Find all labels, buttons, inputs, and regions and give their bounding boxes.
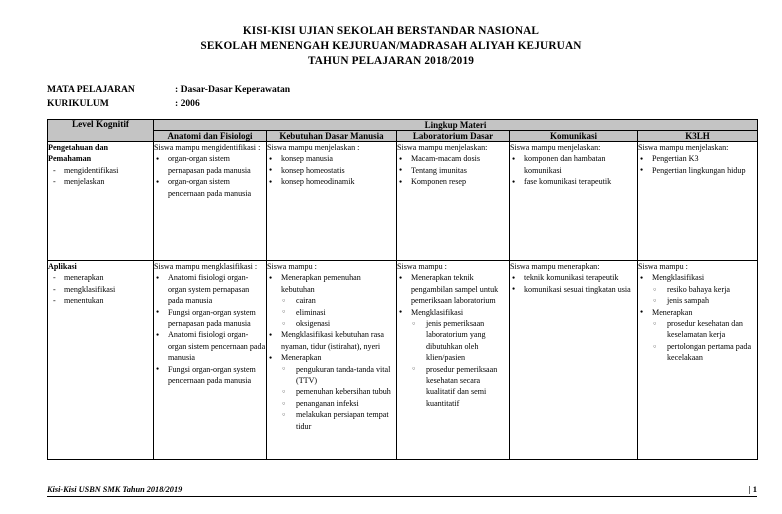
page-footer <box>47 484 757 497</box>
list-item <box>638 307 757 364</box>
list-item: - menentukan <box>48 295 153 306</box>
table-header-row-1 <box>48 120 758 131</box>
list-item <box>638 272 757 306</box>
document-title-block <box>0 0 782 69</box>
list-item-text: ● Macam-macam dosis <box>411 154 480 164</box>
cell-lead: Siswa mampu mengklasifikasi : <box>154 262 258 271</box>
header-col-kebutuhan-dasar-manusia: Kebutuhan Dasar Manusia <box>267 131 397 142</box>
cell-lead: Siswa mampu mengidentifikasi : <box>154 143 261 152</box>
list-item-text: ● komunikasi sesuai tingkatan usia <box>524 284 631 294</box>
list-item: - menerapkan <box>48 272 153 283</box>
cell-lead: Siswa mampu menjelaskan: <box>510 143 601 152</box>
table-body <box>48 142 758 460</box>
meta-value-mata-pelajaran: : Dasar-Dasar Keperawatan <box>175 84 291 95</box>
sub-list <box>281 364 396 432</box>
list-item-text: ● organ-organ sistem pencernaan pada manusia <box>168 177 252 198</box>
meta-label-mata-pelajaran: MATA PELAJARAN <box>47 84 135 95</box>
cell-lead: Siswa mampu : <box>267 262 317 271</box>
sub-list <box>652 284 757 307</box>
cell-kebutuhan-row1 <box>267 142 397 261</box>
list-item-text: ● Pengertian K3 <box>652 154 699 164</box>
sub-list <box>411 318 509 409</box>
sub-list-item: ○ melakukan persiapan tempat tidur <box>281 409 396 432</box>
level-item-list <box>48 165 153 188</box>
sub-list-item: ○ prosedur pemeriksaan kesehatan secara kualitatif dan semi kuantitatif <box>411 364 509 410</box>
list-item-text: ● komponen dan hambatan komunikasi <box>524 154 606 175</box>
list-item-text: ● Mengklasifikasi <box>652 273 705 283</box>
sub-list-item: ○ pengukuran tanda-tanda vital (TTV) <box>281 364 396 387</box>
list-item-text: ● Pengertian lingkungan hidup <box>652 165 746 175</box>
level-item-list <box>48 272 153 306</box>
list-item <box>267 272 396 329</box>
cell-kebutuhan-row2 <box>267 261 397 460</box>
title-line-3: TAHUN PELAJARAN 2018/2019 <box>307 55 475 67</box>
sub-list-item: ○ eliminasi <box>281 307 396 318</box>
list-item <box>267 329 396 352</box>
meta-label-kurikulum: KURIKULUM <box>47 97 109 109</box>
list-item-text: ● Fungsi organ-organ system pencernaan pada manusia <box>168 364 256 386</box>
list-item-text: ● Menerapkan teknik pengambilan sampel untuk pemeriksaan laboratorium <box>411 273 499 306</box>
list-item <box>510 272 637 283</box>
list-item-text: ● Mengklasifikasi <box>411 307 464 317</box>
list-item <box>267 176 396 187</box>
table-header <box>48 120 758 142</box>
cell-komunikasi-row1 <box>510 142 638 261</box>
list-item <box>397 153 509 164</box>
bullet-list <box>397 272 509 409</box>
header-lingkup-materi: Lingkup Materi <box>154 120 758 131</box>
cell-laboratorium-row2 <box>397 261 510 460</box>
sub-list-item: ○ prosedur kesehatan dan keselamatan kerja <box>652 318 757 341</box>
cell-lead: Siswa mampu menerapkan: <box>510 262 600 271</box>
cell-k3lh-row2 <box>638 261 758 460</box>
bullet-list <box>154 153 266 199</box>
sub-list <box>281 295 396 329</box>
meta-row-kurikulum <box>47 97 782 111</box>
list-item-text: ● Anatomi fisiologi organ-organ system pernapasan pada manusia <box>168 273 250 306</box>
sub-list-item: ○ pertolongan pertama pada kecelakaan <box>652 341 757 364</box>
list-item: - mengklasifikasi <box>48 284 153 295</box>
cell-lead: Siswa mampu menjelaskan: <box>397 143 488 152</box>
header-col-k3lh: K3LH <box>638 131 758 142</box>
header-level-kognitif: Level Kognitif <box>48 120 154 142</box>
sub-list-item: ○ jenis sampah <box>652 295 757 306</box>
list-item-text: ● Menerapkan <box>652 307 693 317</box>
list-item <box>638 153 757 164</box>
cell-lead: Siswa mampu : <box>397 262 447 271</box>
kisi-kisi-table-wrap <box>0 119 782 460</box>
list-item <box>397 272 509 306</box>
sub-list-item: ○ jenis pemeriksaan laboratorium yang dibutuhkan oleh klien/pasien <box>411 318 509 364</box>
cell-laboratorium-row1 <box>397 142 510 261</box>
bullet-list <box>638 153 757 176</box>
sub-list-item: ○ resiko bahaya kerja <box>652 284 757 295</box>
bullet-list <box>510 272 637 295</box>
footer-text: Kisi-Kisi USBN SMK Tahun 2018/2019 <box>47 485 183 494</box>
list-item <box>154 329 266 363</box>
kisi-kisi-table <box>47 119 758 460</box>
list-item-text: ● Fungsi organ-organ system pernapasan pada manusia <box>168 307 256 329</box>
list-item <box>267 352 396 432</box>
list-item-text: ● Menerapkan pemenuhan kebutuhan <box>281 273 361 294</box>
list-item-text: ● Anatomi fisiologi organ-organ sistem pencernaan pada manusia <box>168 330 266 363</box>
table-header-row-2 <box>48 131 758 142</box>
meta-row-mata-pelajaran <box>47 83 782 97</box>
list-item <box>397 176 509 187</box>
bullet-list <box>154 272 266 386</box>
list-item <box>154 176 266 199</box>
bullet-list <box>267 153 396 187</box>
cell-lead: Siswa mampu : <box>638 262 688 271</box>
table-row <box>48 261 758 460</box>
cell-k3lh-row1 <box>638 142 758 261</box>
list-item-text: ● fase komunikasi terapeutik <box>524 177 612 187</box>
cell-level-pengetahuan <box>48 142 154 261</box>
header-col-komunikasi: Komunikasi <box>510 131 638 142</box>
footer-page-number: | 1 <box>748 484 757 494</box>
list-item-text: ● Mengklasifikasi kebutuhan rasa nyaman, tidur (istirahat), nyeri <box>281 330 384 351</box>
list-item <box>267 165 396 176</box>
bullet-list <box>267 272 396 432</box>
list-item-text: ● konsep manusia <box>281 154 333 164</box>
list-item: - menjelaskan <box>48 176 153 187</box>
meta-value-kurikulum: : 2006 <box>175 97 200 109</box>
bullet-list <box>638 272 757 363</box>
list-item <box>154 307 266 330</box>
cell-anatomi-row2 <box>154 261 267 460</box>
list-item-text: ● organ-organ sistem pernapasan pada manusia <box>168 154 251 175</box>
list-item-text: ● Tentang imunitas <box>411 165 467 175</box>
title-line-2: SEKOLAH MENENGAH KEJURUAN/MADRASAH ALIYAH KEJURUAN <box>200 40 582 52</box>
list-item <box>510 284 637 295</box>
cell-level-aplikasi <box>48 261 154 460</box>
list-item-text: ● konsep homeodinamik <box>281 177 355 187</box>
sub-list <box>652 318 757 364</box>
sub-list-item: ○ penanganan infeksi <box>281 398 396 409</box>
list-item: - mengidentifikasi <box>48 165 153 176</box>
list-item <box>154 153 266 176</box>
cell-lead: Siswa mampu menjelaskan: <box>638 143 729 152</box>
document-meta-block <box>0 83 782 110</box>
list-item <box>154 364 266 387</box>
cell-anatomi-row1 <box>154 142 267 261</box>
header-col-laboratorium-dasar: Laboratorium Dasar <box>397 131 510 142</box>
list-item <box>510 153 637 176</box>
list-item <box>267 153 396 164</box>
header-col-anatomi-dan-fisiologi: Anatomi dan Fisiologi <box>154 131 267 142</box>
bullet-list <box>397 153 509 187</box>
level-title: Aplikasi <box>48 262 77 271</box>
sub-list-item: ○ cairan <box>281 295 396 306</box>
cell-komunikasi-row2 <box>510 261 638 460</box>
table-row <box>48 142 758 261</box>
list-item <box>154 272 266 306</box>
list-item-text: ● Menerapkan <box>281 353 322 363</box>
sub-list-item: ○ pemenuhan kebersihan tubuh <box>281 386 396 397</box>
footer-line <box>47 484 757 497</box>
list-item <box>397 165 509 176</box>
list-item <box>397 307 509 410</box>
sub-list-item: ○ oksigenasi <box>281 318 396 329</box>
level-title: Pengetahuan dan Pemahaman <box>48 143 109 164</box>
list-item-text: ● teknik komunikasi terapeutik <box>524 273 619 283</box>
list-item-text: ● Komponen resep <box>411 177 467 187</box>
cell-lead: Siswa mampu menjelaskan : <box>267 143 360 152</box>
title-line-1: KISI-KISI UJIAN SEKOLAH BERSTANDAR NASIONAL <box>242 25 540 37</box>
list-item-text: ● konsep homeostatis <box>281 165 345 175</box>
list-item <box>510 176 637 187</box>
bullet-list <box>510 153 637 187</box>
list-item <box>638 165 757 176</box>
